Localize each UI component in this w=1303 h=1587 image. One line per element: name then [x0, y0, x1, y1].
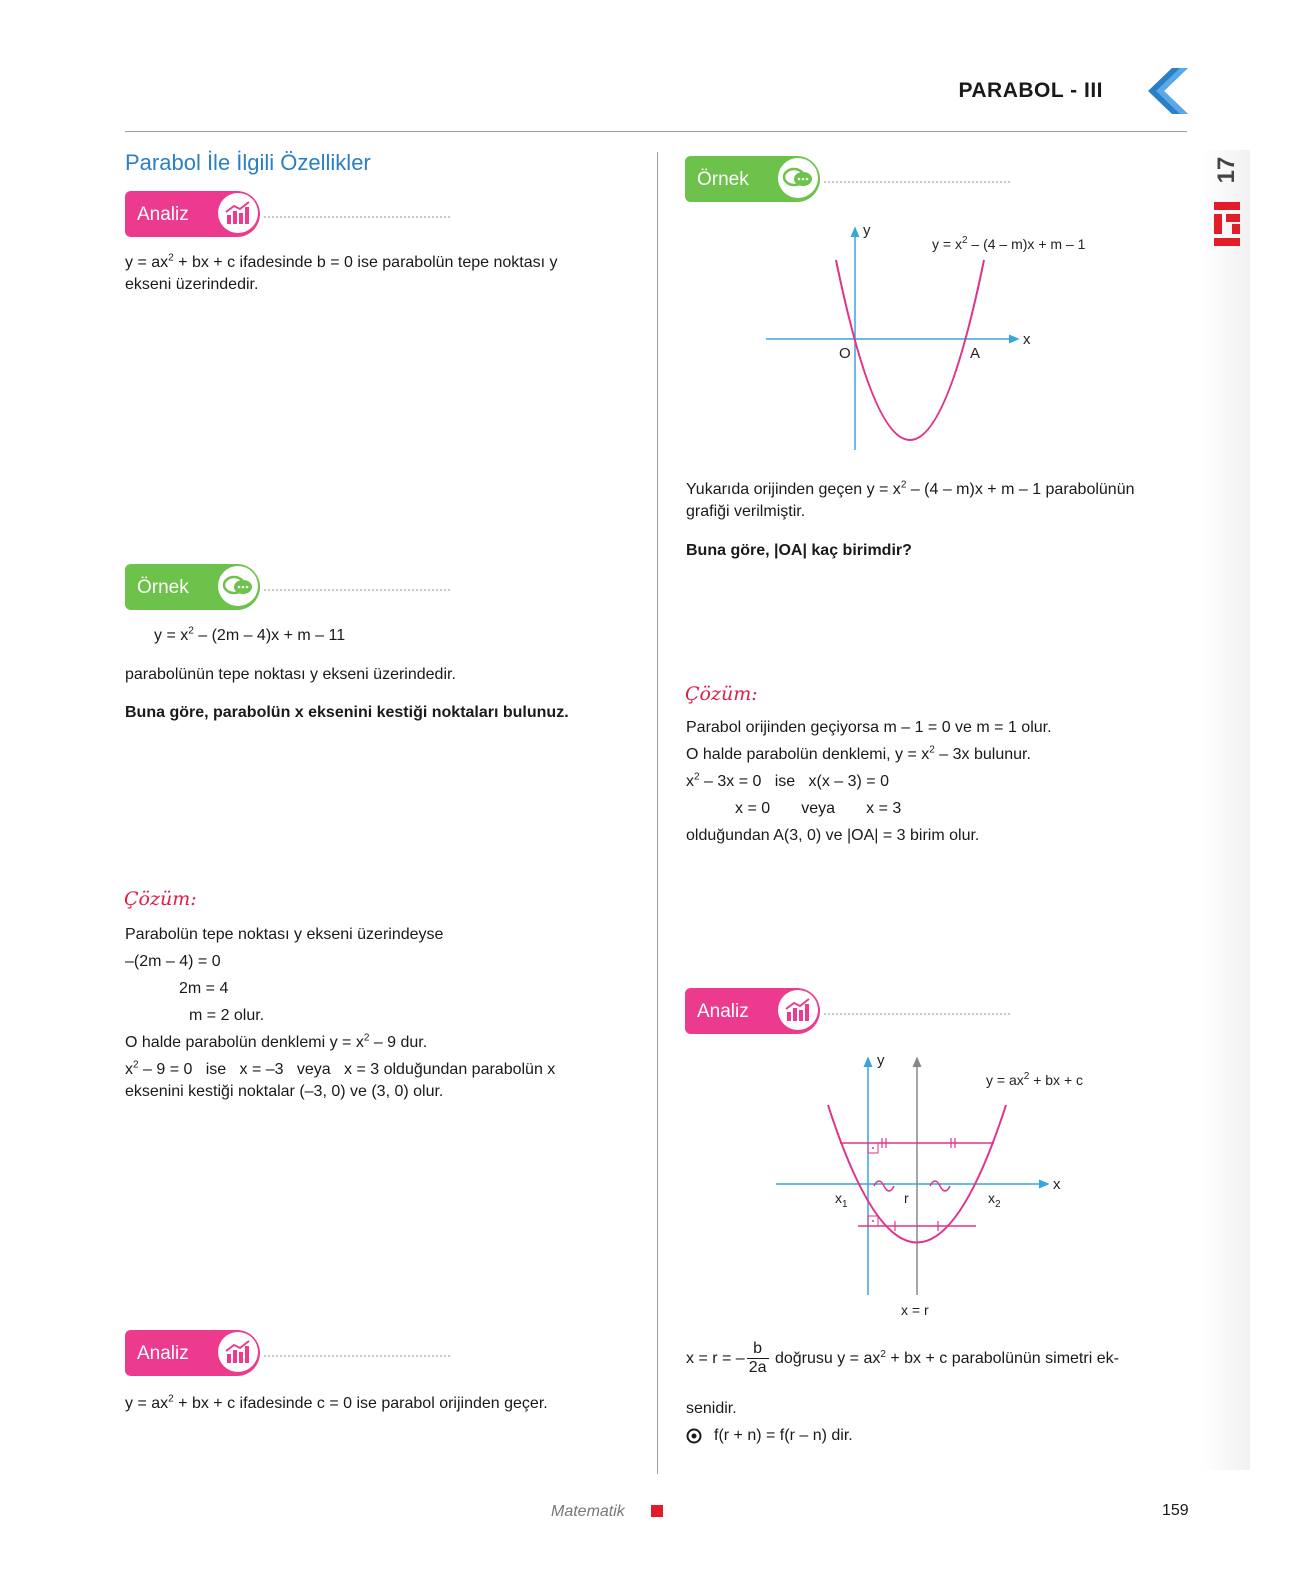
ornek1-question: Buna göre, parabolün x eksenini kestiği noktaları bulunuz.	[125, 704, 569, 721]
dotted-leader	[264, 589, 450, 591]
speech-bubbles-icon	[218, 566, 258, 606]
bar-chart-icon	[218, 1332, 258, 1372]
badge-label: Analiz	[137, 1343, 189, 1364]
cozum2-line: olduğundan A(3, 0) ve |OA| = 3 birim olur.	[686, 827, 980, 844]
footer-square-icon	[651, 1505, 663, 1517]
section-title: Parabol İle İlgili Özellikler	[125, 150, 371, 175]
parabola-curve	[836, 260, 984, 440]
graph2-equation: $y = ax^2$ + bx + c	[986, 1071, 1084, 1088]
dotted-leader	[264, 1355, 450, 1357]
bullet-target-icon	[686, 1428, 702, 1444]
point-a-label: A	[970, 345, 981, 362]
cozum1-line: O halde parabolün denklemi $y = x^2 - 9$ dur.	[125, 1032, 428, 1051]
cozum2-line: O halde parabolün denklemi, $y = x^2 - 3x$ bulunur.	[686, 744, 1031, 763]
side-strip	[1202, 150, 1250, 1470]
analiz-badge	[685, 988, 820, 1034]
analiz1-text-line2: ekseni üzerindedir.	[125, 276, 259, 293]
bar-chart-icon	[778, 990, 818, 1030]
ornek-badge	[125, 564, 260, 610]
x1-label: $x_1$	[835, 1190, 848, 1210]
cozum2-line: $x^2 - 3x = 0$ ise x(x – 3) = 0	[686, 771, 889, 790]
ornek2-text-line2: grafiği verilmiştir.	[686, 503, 806, 520]
analiz3-text-line1: x = r = – $\frac{b}{2a}$ doğrusu $y = ax^2$ + bx + c parabolünün simetri ek-	[686, 1340, 1119, 1377]
ornek1-equation: $y = x^2 - (2m - 4)x + m - 11$	[154, 625, 346, 644]
y-axis-label: y	[877, 1052, 885, 1069]
column-divider	[657, 152, 658, 1474]
ornek2-text-line1: Yukarıda orijinden geçen $y = x^2 - (4 - m)x + m - 1$ parabolünün	[686, 479, 1135, 498]
speech-bubbles-icon	[778, 158, 818, 198]
cozum1-line: m = 2 olur.	[189, 1007, 265, 1024]
dotted-leader	[264, 216, 450, 218]
bar-chart-icon	[218, 193, 258, 233]
ornek1-text: parabolünün tepe noktası y ekseni üzerindedir.	[125, 666, 456, 683]
y-axis-label: y	[863, 222, 871, 239]
fraction: $\frac{b}{2a}$	[748, 1340, 767, 1377]
equal-mark	[874, 1181, 894, 1191]
dotted-leader	[824, 1013, 1010, 1015]
header-divider	[125, 131, 1187, 132]
cozum1-line: eksenini kestiği noktalar (–3, 0) ve (3, 0) olur.	[125, 1083, 444, 1100]
badge-label: Örnek	[137, 577, 189, 598]
parabola-graph-1	[760, 220, 1140, 460]
cozum1-line: –(2m – 4) = 0	[125, 953, 221, 970]
cozum-label: Çözüm:	[124, 888, 197, 910]
publisher-logo-icon	[1210, 200, 1244, 252]
equal-mark	[930, 1181, 950, 1191]
x2-label: $x_2$	[988, 1190, 1001, 1210]
svg-text:17: 17	[1213, 156, 1240, 184]
analiz2-text: $y = ax^2$ + bx + c ifadesinde c = 0 ise parabol orijinden geçer.	[125, 1393, 548, 1412]
analiz1-text-line1: $y = ax^2$ + bx + c ifadesinde b = 0 ise parabolün tepe noktası y	[125, 252, 558, 271]
symmetry-axis-label: x = r	[901, 1302, 929, 1318]
badge-label: Analiz	[137, 204, 189, 225]
parabola-graph-2	[770, 1050, 1110, 1320]
page-header-title: PARABOL - III	[958, 79, 1103, 102]
dotted-leader	[824, 181, 1010, 183]
ornek-badge	[685, 156, 820, 202]
side-page-number	[1212, 150, 1242, 190]
analiz-badge	[125, 191, 260, 237]
cozum1-line: 2m = 4	[179, 980, 229, 997]
cozum1-line: $x^2 - 9 = 0$ ise x = –3 veya x = 3 olduğundan parabolün x	[125, 1059, 556, 1078]
cozum1-line: Parabolün tepe noktası y ekseni üzerindeyse	[125, 926, 444, 943]
page-number: 159	[1162, 1502, 1189, 1519]
analiz3-bullet-text: f(r + n) = f(r – n) dir.	[714, 1427, 853, 1444]
x-axis-label: x	[1023, 331, 1031, 348]
origin-label: O	[839, 345, 851, 362]
r-label: r	[904, 1190, 909, 1206]
analiz-badge	[125, 1330, 260, 1376]
footer-subject: Matematik	[551, 1503, 625, 1520]
cozum2-line: Parabol orijinden geçiyorsa m – 1 = 0 ve m = 1 olur.	[686, 719, 1052, 736]
x-axis-label: x	[1053, 1176, 1061, 1193]
chevron-left-icon	[1148, 68, 1190, 114]
cozum2-line: x = 0 veya x = 3	[735, 800, 902, 817]
badge-label: Analiz	[697, 1001, 749, 1022]
ornek2-question: Buna göre, |OA| kaç birimdir?	[686, 542, 912, 559]
graph1-equation: $y = x^2 - (4 - m)x + m - 1$	[932, 235, 1086, 252]
analiz3-text-line2: senidir.	[686, 1400, 737, 1417]
badge-label: Örnek	[697, 169, 749, 190]
cozum-label: Çözüm:	[685, 683, 758, 705]
